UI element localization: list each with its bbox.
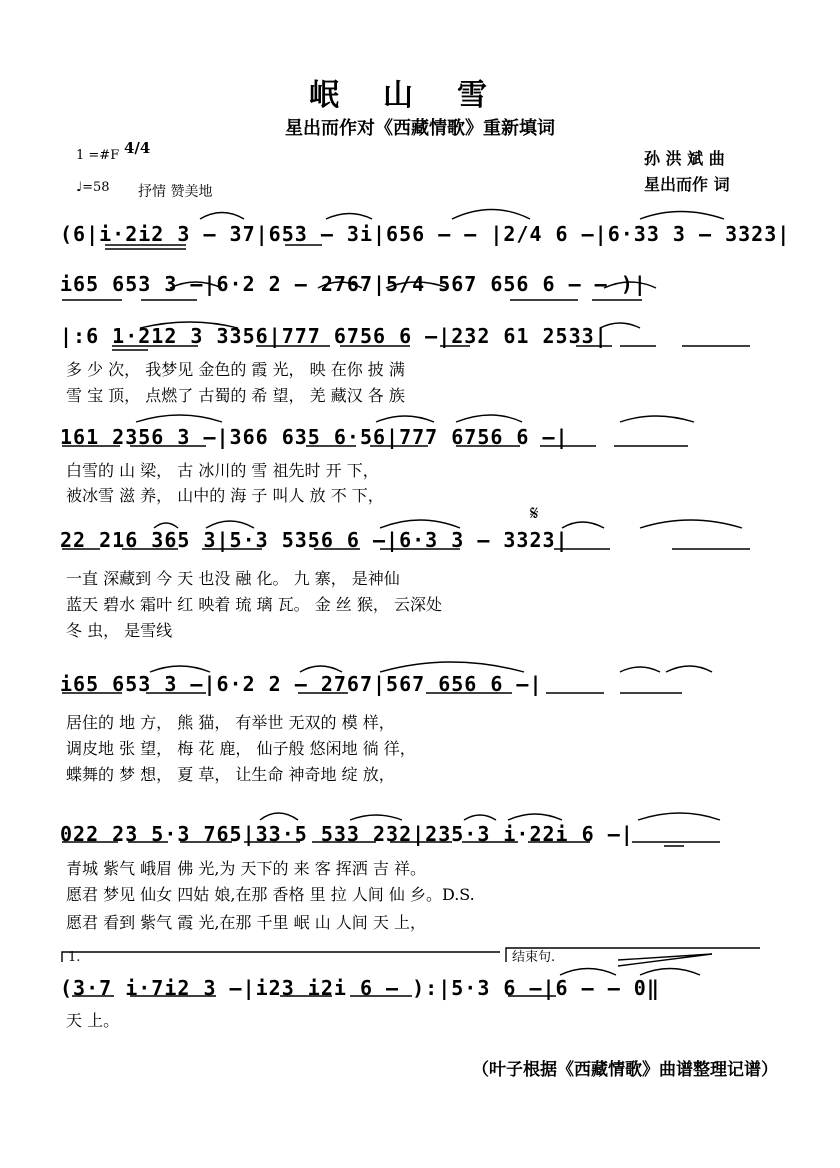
lyric-line: 被冰雪 滋 养， 山中的 海 子 叫人 放 不 下， [66,486,384,505]
notation-system-5: 22 216 365 3|5·3 5356 6 —|6·3 3 — 3323| [60,528,569,552]
page-subtitle: 星出而作对《西藏情歌》重新填词 [285,118,555,139]
lyric-line: 愿君 梦见 仙女 四姑 娘,在那 香格 里 拉 人间 仙 乡。D.S. [66,885,475,904]
lyric-line: 一直 深藏到 今 天 也没 融 化。 九 寨， 是神仙 [66,569,400,588]
svg-text:𝄋: 𝄋 [530,501,539,525]
lyricist-credit: 星出而作 词 [644,175,730,194]
time-signature: 4/4 [124,139,151,157]
key-signature: 1 =#F [76,148,120,163]
lyric-line: 居住的 地 方， 熊 猫， 有举世 无双的 模 样， [66,713,395,732]
notation-system-3: |:6 1·212 3 3356|777 6756 6 —|232 61 2533| [60,324,608,348]
notation-system-4: 161 2356 3 —|366 635 6·56|777 6756 6 —| [60,425,569,449]
lyric-line: 蝶舞的 梦 想， 夏 草， 让生命 神奇地 绽 放， [66,765,395,784]
expression-marking: 抒情 赞美地 [138,184,213,200]
lyric-line: 多 少 次， 我梦见 金色的 霞 光， 映 在你 披 满 [66,360,405,379]
lyric-line: 雪 宝 顶， 点燃了 古蜀的 希 望， 羌 藏汉 各 族 [66,386,405,405]
lyric-line: 冬 虫， 是雪线 [66,621,173,640]
volta-final-ending: 结束句. [512,950,556,965]
lyric-line: 蓝天 碧水 霜叶 红 映着 琉 璃 瓦。 金 丝 猴， 云深处 [66,595,442,614]
notation-system-6: i65 653 3 —|6·2 2 — 2767|567 656 6 —| [60,672,543,696]
lyric-line: 天 上。 [66,1011,120,1030]
notation-system-2: i65 653 3 —|6·2 2 — 2767|5/4 567 656 6 — — )| [60,272,647,296]
lyric-line: 青城 紫气 峨眉 佛 光,为 天下的 来 客 挥洒 吉 祥。 [66,859,426,878]
lyric-line: 白雪的 山 梁， 古 冰川的 雪 祖先时 开 下， [66,461,379,480]
notation-system-1: (6|i·2i2 3 — 37|653 — 3i|656 — — |2/4 6 —|6·33 3 — 3323| [60,222,791,246]
transcription-note: （叶子根据《西藏情歌》曲谱整理记谱） [472,1060,778,1080]
tempo-marking: ♩=58 [76,180,110,195]
notation-system-8: (3·7 i·7i2 3 —|i23 i2i 6 — ):|5·3 6 —|6 — — 0‖ [60,976,660,1000]
notation-system-7: 022 23 5·3 765|33·5 533 232|235·3 i·22i 6 —| [60,822,634,846]
lyric-line: 调皮地 张 望， 梅 花 鹿， 仙子般 悠闲地 徜 徉， [66,739,416,758]
lyric-line: 愿君 看到 紫气 霞 光,在那 千里 岷 山 人间 天 上， [66,913,426,932]
composer-credit: 孙 洪 斌 曲 [644,149,725,168]
page-title: 岷山雪 [309,78,531,113]
volta-first-ending: 1. [68,950,81,965]
